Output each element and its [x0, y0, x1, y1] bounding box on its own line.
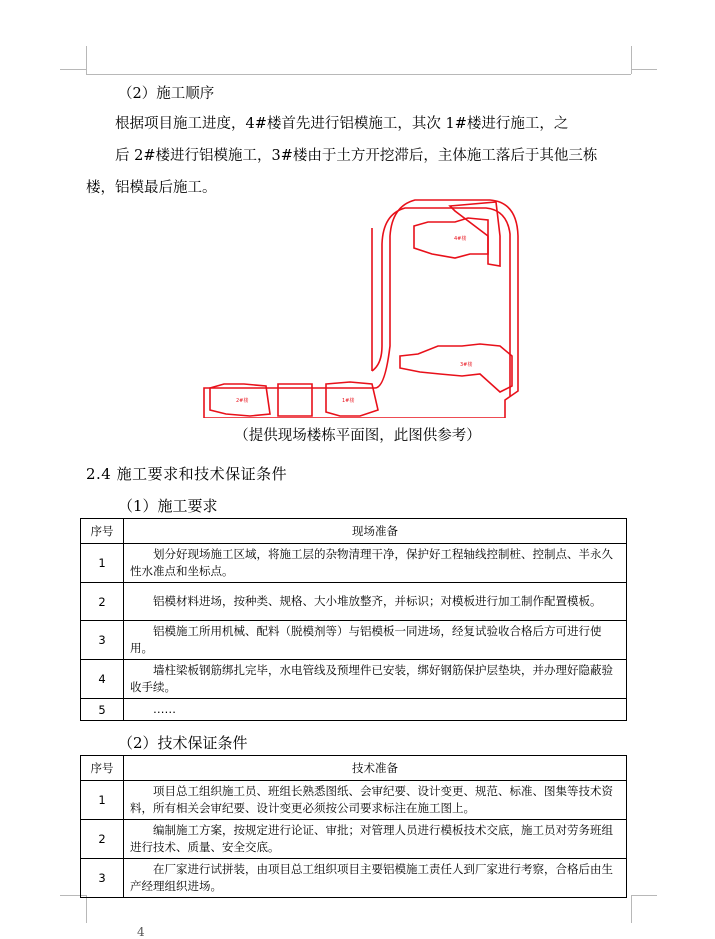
- row-text: 墙柱梁板钢筋绑扎完毕，水电管线及预埋件已安装，绑好钢筋保护层垫块，并办理好隐蔽验收手续。: [124, 660, 627, 699]
- paragraph-line-3: 楼，铝模最后施工。: [86, 180, 217, 196]
- crop-mark-tl-v: [86, 46, 87, 74]
- row-number: 4: [81, 660, 124, 699]
- col-header-number: 序号: [81, 519, 124, 544]
- crop-mark-br-v: [631, 895, 632, 923]
- row-text: 编制施工方案，按规定进行论证、审批；对管理人员进行模板技术交底，施工员对劳务班组进行技术、质量、安全交底。: [124, 820, 627, 859]
- building-4-footprint: [414, 218, 488, 258]
- crop-mark-tr-h: [631, 69, 657, 70]
- row-number: 1: [81, 781, 124, 820]
- row-text: 铝模施工所用机械、配料（脱模剂等）与铝模板一同进场，经复试验收合格后方可进行使用。: [124, 621, 627, 660]
- construction-order-heading: （2）施工顺序: [118, 86, 215, 102]
- table-header-row: [81, 519, 627, 544]
- subsection-heading-1: （1）施工要求: [118, 497, 218, 515]
- col-header-content: 现场准备: [124, 519, 627, 544]
- construction-order-paragraph: [86, 108, 631, 204]
- plan-label-3: 3#楼: [460, 362, 473, 368]
- row-text: 划分好现场施工区域，将施工层的杂物清理干净，保护好工程轴线控制桩、控制点、半永久性水准点和坐标点。: [124, 544, 627, 583]
- row-text: 项目总工组织施工员、班组长熟悉图纸、会审纪要、设计变更、规范、标准、图集等技术资料，所有相关会审纪要、设计变更必须按公司要求标注在施工图上。: [124, 781, 627, 820]
- plan-label-2: 2#楼: [236, 398, 249, 404]
- paragraph-line-2: 后 2#楼进行铝模施工，3#楼由于土方开挖滞后，主体施工落后于其他三栋: [115, 148, 598, 164]
- table-row: [81, 621, 627, 660]
- plan-label-1: 1#楼: [342, 398, 355, 404]
- row-number: 3: [81, 859, 124, 898]
- col-header-content: 技术准备: [124, 756, 627, 781]
- row-text: 铝模材料进场，按种类、规格、大小堆放整齐，并标识；对模板进行加工制作配置模板。: [124, 583, 627, 621]
- building-4-wing: [450, 202, 500, 266]
- table-header-row: [81, 756, 627, 781]
- paragraph-line-1: 根据项目施工进度，4#楼首先进行铝模施工，其次 1#楼进行施工，之: [115, 116, 569, 132]
- crop-mark-br-h: [631, 895, 657, 896]
- row-text: ……: [124, 699, 627, 721]
- crop-mark-bl-v: [86, 895, 87, 923]
- table-row: [81, 820, 627, 859]
- row-number: 2: [81, 820, 124, 859]
- building-3-footprint: [400, 344, 512, 392]
- row-text: 在厂家进行试拼装，由项目总工组织项目主要铝模施工责任人到厂家进行考察，合格后由生产经理组织进场。: [124, 859, 627, 898]
- row-number: 2: [81, 583, 124, 621]
- col-header-number: 序号: [81, 756, 124, 781]
- table-row: [81, 660, 627, 699]
- construction-requirements-table: [80, 518, 627, 721]
- subsection-heading-2: （2）技术保证条件: [118, 734, 248, 752]
- table-row: [81, 781, 627, 820]
- figure-caption: （提供现场楼栋平面图，此图供参考）: [234, 428, 481, 444]
- header-rule: [86, 74, 631, 75]
- site-plan-drawing: [200, 196, 520, 418]
- table-row: [81, 699, 627, 721]
- technical-assurance-table: [80, 755, 627, 898]
- section-heading-2-4: 2.4 施工要求和技术保证条件: [86, 465, 288, 483]
- row-number: 5: [81, 699, 124, 721]
- crop-mark-tl-h: [60, 69, 86, 70]
- table-row: [81, 544, 627, 583]
- table-row: [81, 859, 627, 898]
- table-row: [81, 583, 627, 621]
- site-road: [372, 208, 510, 396]
- page-number: 4: [137, 925, 145, 939]
- plan-label-4: 4#楼: [454, 236, 467, 242]
- row-number: 3: [81, 621, 124, 660]
- row-number: 1: [81, 544, 124, 583]
